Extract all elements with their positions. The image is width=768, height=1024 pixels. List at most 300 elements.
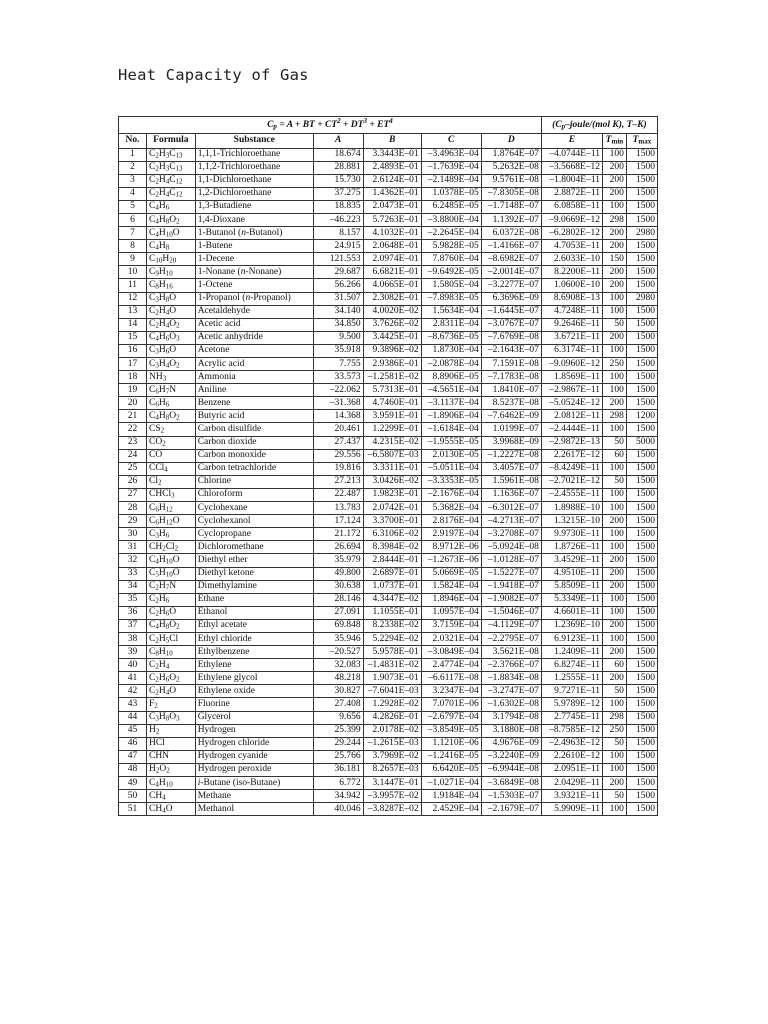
- cell-e: 6.3174E–11: [541, 344, 602, 357]
- cell-tmin: 100: [603, 344, 627, 357]
- cell-substance: 1-Propanol (n-Propanol): [195, 292, 313, 305]
- cell-substance: Hydrogen: [195, 724, 313, 737]
- cell-e: 1.2409E–11: [541, 646, 602, 659]
- cell-substance: Diethyl ether: [195, 554, 313, 567]
- table-row: [119, 397, 658, 410]
- cell-e: 9.2646E–11: [541, 318, 602, 331]
- col-header-tmax: $T_{max}$: [626, 134, 657, 149]
- cell-no: 28: [119, 502, 147, 515]
- cell-b: 1.9823E–01: [363, 488, 421, 501]
- cell-tmin: 200: [603, 331, 627, 344]
- cell-e: 1.2369E–10: [541, 619, 602, 632]
- cell-substance: 1,3-Butadiene: [195, 200, 313, 213]
- cell-b: 8.3984E–02: [363, 541, 421, 554]
- cell-b: 3.0426E–02: [363, 475, 421, 488]
- cell-b: 4.3447E–02: [363, 593, 421, 606]
- cell-tmax: 1500: [626, 659, 657, 672]
- cell-c: –2.0878E–04: [421, 358, 481, 371]
- cell-substance: Cyclohexane: [195, 502, 313, 515]
- cell-tmax: 1500: [626, 174, 657, 187]
- cell-tmin: 100: [603, 698, 627, 711]
- table-row: [119, 685, 658, 698]
- cell-substance: Butyric acid: [195, 410, 313, 423]
- cell-tmin: 60: [603, 659, 627, 672]
- cell-c: 8.8906E–05: [421, 371, 481, 384]
- cell-b: 3.1447E–01: [363, 777, 421, 790]
- cell-d: 7.1591E–08: [481, 358, 541, 371]
- cell-no: 32: [119, 554, 147, 567]
- cell-c: 5.9828E–05: [421, 240, 481, 253]
- cell-d: 8.5237E–08: [481, 397, 541, 410]
- cell-a: 34.942: [313, 790, 363, 803]
- cell-c: –4.5651E–04: [421, 384, 481, 397]
- cell-no: 40: [119, 659, 147, 672]
- cell-e: 5.8509E–11: [541, 580, 602, 593]
- cell-d: –3.2240E–09: [481, 750, 541, 763]
- cell-c: –6.6117E–08: [421, 672, 481, 685]
- cell-c: –3.4963E–04: [421, 148, 481, 161]
- cell-tmin: 200: [603, 619, 627, 632]
- cell-c: 1.0378E–05: [421, 187, 481, 200]
- cell-b: 2.9386E–01: [363, 358, 421, 371]
- cell-b: 1.0737E–01: [363, 580, 421, 593]
- cell-d: –2.2795E–07: [481, 632, 541, 645]
- cell-tmax: 1500: [626, 724, 657, 737]
- cell-formula: CHCl$_3$: [146, 488, 195, 501]
- table-row: [119, 488, 658, 501]
- cell-b: 2.6897E–01: [363, 567, 421, 580]
- cell-no: 41: [119, 672, 147, 685]
- cell-b: 4.7460E–01: [363, 397, 421, 410]
- cell-e: –5.0524E–12: [541, 397, 602, 410]
- cell-formula: $C_3H_4O_2$: [146, 358, 195, 371]
- cell-a: 9.656: [313, 711, 363, 724]
- page-title: Heat Capacity of Gas: [118, 66, 309, 84]
- cell-e: 6.9123E–11: [541, 632, 602, 645]
- cell-no: 50: [119, 790, 147, 803]
- cell-b: 3.3700E–01: [363, 515, 421, 528]
- cell-a: 24.915: [313, 240, 363, 253]
- table-row: [119, 672, 658, 685]
- cell-substance: Cyclopropane: [195, 528, 313, 541]
- cell-formula: $C_2H_4O$: [146, 685, 195, 698]
- cell-a: 7.755: [313, 358, 363, 371]
- cell-e: 9.7271E–11: [541, 685, 602, 698]
- cell-formula: $C_2H_4C_{12}$: [146, 174, 195, 187]
- cell-e: 2.6033E–10: [541, 253, 602, 266]
- cell-e: 4.9510E–11: [541, 567, 602, 580]
- cell-tmin: 60: [603, 449, 627, 462]
- cell-b: 5.7313E–01: [363, 384, 421, 397]
- cell-tmax: 1500: [626, 528, 657, 541]
- cell-tmin: 298: [603, 410, 627, 423]
- cell-b: 2.0648E–01: [363, 240, 421, 253]
- table-row: [119, 737, 658, 750]
- cell-substance: Fluorine: [195, 698, 313, 711]
- cell-e: 2.8872E–11: [541, 187, 602, 200]
- cell-e: 1.0600E–10: [541, 279, 602, 292]
- cell-substance: Cyclohexanol: [195, 515, 313, 528]
- cell-substance: Diethyl ketone: [195, 567, 313, 580]
- col-header-e: E: [541, 134, 602, 149]
- table-row: [119, 541, 658, 554]
- table-row: [119, 161, 658, 174]
- table-row: [119, 344, 658, 357]
- cell-tmax: 1500: [626, 462, 657, 475]
- cell-substance: Benzene: [195, 397, 313, 410]
- cell-b: 2.3082E–01: [363, 292, 421, 305]
- cell-no: 39: [119, 646, 147, 659]
- cell-no: 12: [119, 292, 147, 305]
- cell-c: 3.7159E–04: [421, 619, 481, 632]
- table-body: [119, 148, 658, 816]
- cell-formula: $C_6H_6$: [146, 397, 195, 410]
- heat-capacity-table: [118, 116, 658, 816]
- cell-formula: $NH_3$: [146, 371, 195, 384]
- cell-b: 1.1055E–01: [363, 606, 421, 619]
- cell-no: 26: [119, 475, 147, 488]
- cell-a: 6.772: [313, 777, 363, 790]
- equation-cell: $C_p = A$ + BT + $CT^2 + DT^3 + ET^4$: [119, 117, 542, 134]
- cell-a: 25.766: [313, 750, 363, 763]
- cell-a: 27.437: [313, 436, 363, 449]
- cell-b: 5.7263E–01: [363, 213, 421, 226]
- cell-b: 2.0473E–01: [363, 200, 421, 213]
- cell-tmax: 1500: [626, 593, 657, 606]
- table-row: [119, 580, 658, 593]
- cell-d: –2.3766E–07: [481, 659, 541, 672]
- cell-e: –1.8004E–11: [541, 174, 602, 187]
- cell-a: 9.500: [313, 331, 363, 344]
- cell-d: –1.6445E–07: [481, 305, 541, 318]
- cell-substance: Carbon tetrachloride: [195, 462, 313, 475]
- cell-tmax: 1200: [626, 410, 657, 423]
- cell-tmin: 200: [603, 266, 627, 279]
- cell-a: 8.157: [313, 227, 363, 240]
- cell-a: 29.244: [313, 737, 363, 750]
- cell-no: 21: [119, 410, 147, 423]
- cell-e: 1.8569E–11: [541, 371, 602, 384]
- cell-tmax: 1500: [626, 305, 657, 318]
- cell-tmax: 1500: [626, 554, 657, 567]
- cell-substance: Ethylbenzene: [195, 646, 313, 659]
- cell-tmin: 100: [603, 292, 627, 305]
- cell-formula: CCl$_4$: [146, 462, 195, 475]
- cell-tmax: 1500: [626, 567, 657, 580]
- cell-no: 29: [119, 515, 147, 528]
- col-header-tmin: $T_{min}$: [603, 134, 627, 149]
- cell-formula: $C_6H_{12}O$: [146, 515, 195, 528]
- cell-b: –1.4831E–02: [363, 659, 421, 672]
- cell-formula: CO: [146, 449, 195, 462]
- cell-no: 19: [119, 384, 147, 397]
- equation-header-row: [119, 117, 658, 134]
- cell-substance: Acetone: [195, 344, 313, 357]
- cell-tmax: 1500: [626, 541, 657, 554]
- col-header-c: C: [421, 134, 481, 149]
- cell-substance: Ethane: [195, 593, 313, 606]
- cell-a: 69.848: [313, 619, 363, 632]
- cell-tmax: 1500: [626, 737, 657, 750]
- table-row: [119, 358, 658, 371]
- cell-no: 2: [119, 161, 147, 174]
- cell-c: 1.1210E–06: [421, 737, 481, 750]
- cell-d: –1.4166E–07: [481, 240, 541, 253]
- table-row: [119, 187, 658, 200]
- cell-substance: Ethanol: [195, 606, 313, 619]
- cell-tmax: 1500: [626, 515, 657, 528]
- cell-a: 34.140: [313, 305, 363, 318]
- cell-no: 36: [119, 606, 147, 619]
- cell-tmin: 200: [603, 227, 627, 240]
- cell-a: 15.730: [313, 174, 363, 187]
- cell-d: 9.5761E–08: [481, 174, 541, 187]
- col-header-no: No.: [119, 134, 147, 149]
- cell-b: 2.0178E–02: [363, 724, 421, 737]
- cell-d: –1.6302E–08: [481, 698, 541, 711]
- cell-no: 48: [119, 763, 147, 776]
- cell-formula: $H_2O_2$: [146, 763, 195, 776]
- cell-a: 25.399: [313, 724, 363, 737]
- cell-tmax: 1500: [626, 488, 657, 501]
- cell-no: 46: [119, 737, 147, 750]
- cell-c: 2.8176E–04: [421, 515, 481, 528]
- cell-substance: 1-Decene: [195, 253, 313, 266]
- cell-formula: $C_5H_{10}O$: [146, 567, 195, 580]
- cell-c: 7.0701E–06: [421, 698, 481, 711]
- cell-substance: Chlorine: [195, 475, 313, 488]
- cell-a: 30.827: [313, 685, 363, 698]
- cell-d: 3.9968E–09: [481, 436, 541, 449]
- cell-d: 3.1880E–08: [481, 724, 541, 737]
- cell-substance: Methanol: [195, 803, 313, 816]
- cell-c: –1.0271E–04: [421, 777, 481, 790]
- cell-formula: $C_4H_6$: [146, 200, 195, 213]
- cell-c: –2.1676E–04: [421, 488, 481, 501]
- cell-d: –1.5046E–07: [481, 606, 541, 619]
- cell-tmax: 1500: [626, 790, 657, 803]
- table-row: [119, 528, 658, 541]
- cell-no: 34: [119, 580, 147, 593]
- cell-c: –1.2673E–06: [421, 554, 481, 567]
- cell-tmax: 1500: [626, 253, 657, 266]
- cell-d: –7.6769E–08: [481, 331, 541, 344]
- cell-c: –1.2416E–05: [421, 750, 481, 763]
- cell-e: 3.6721E–11: [541, 331, 602, 344]
- cell-tmax: 1500: [626, 331, 657, 344]
- cell-no: 35: [119, 593, 147, 606]
- table-row: [119, 318, 658, 331]
- cell-formula: $C_2H_6O_2$: [146, 672, 195, 685]
- cell-tmax: 1500: [626, 358, 657, 371]
- cell-tmax: 1500: [626, 423, 657, 436]
- cell-tmin: 200: [603, 567, 627, 580]
- cell-formula: $C_3H_6$: [146, 528, 195, 541]
- cell-b: 1.2928E–02: [363, 698, 421, 711]
- cell-c: 2.8311E–04: [421, 318, 481, 331]
- table-row: [119, 515, 658, 528]
- table-row: [119, 292, 658, 305]
- cell-e: –8.4249E–11: [541, 462, 602, 475]
- cell-formula: $CO_2$: [146, 436, 195, 449]
- cell-a: 35.979: [313, 554, 363, 567]
- cell-substance: Acetaldehyde: [195, 305, 313, 318]
- cell-substance: Carbon dioxide: [195, 436, 313, 449]
- cell-tmin: 100: [603, 462, 627, 475]
- cell-d: –7.6462E–09: [481, 410, 541, 423]
- cell-no: 25: [119, 462, 147, 475]
- cell-a: –20.527: [313, 646, 363, 659]
- table-row: [119, 619, 658, 632]
- cell-no: 17: [119, 358, 147, 371]
- cell-b: 2.0742E–01: [363, 502, 421, 515]
- cell-d: –4.2713E–07: [481, 515, 541, 528]
- cell-d: –3.2277E–07: [481, 279, 541, 292]
- cell-c: 6.2485E–05: [421, 200, 481, 213]
- cell-a: –31.368: [313, 397, 363, 410]
- cell-formula: $CH_4$: [146, 790, 195, 803]
- cell-tmax: 1500: [626, 750, 657, 763]
- cell-b: 1.4362E–01: [363, 187, 421, 200]
- cell-tmax: 1500: [626, 685, 657, 698]
- cell-tmin: 200: [603, 777, 627, 790]
- cell-b: –1.2581E–02: [363, 371, 421, 384]
- cell-a: 21.172: [313, 528, 363, 541]
- table-row: [119, 371, 658, 384]
- cell-e: –2.4444E–11: [541, 423, 602, 436]
- cell-c: –5.0511E–04: [421, 462, 481, 475]
- cell-substance: 1-Octene: [195, 279, 313, 292]
- cell-tmax: 1500: [626, 161, 657, 174]
- cell-d: –3.6849E–08: [481, 777, 541, 790]
- cell-b: 2.0974E–01: [363, 253, 421, 266]
- cell-e: 2.7745E–11: [541, 711, 602, 724]
- column-header-row: [119, 134, 658, 149]
- cell-substance: Dichloromethane: [195, 541, 313, 554]
- cell-tmax: 1500: [626, 148, 657, 161]
- cell-d: –4.1129E–07: [481, 619, 541, 632]
- cell-substance: Ethyl acetate: [195, 619, 313, 632]
- cell-no: 27: [119, 488, 147, 501]
- cell-c: 5.3682E–04: [421, 502, 481, 515]
- cell-formula: $C_8H_{10}$: [146, 646, 195, 659]
- cell-formula: $C_{10}H_{20}$: [146, 253, 195, 266]
- cell-d: –5.0924E–08: [481, 541, 541, 554]
- cell-no: 42: [119, 685, 147, 698]
- cell-c: 7.8760E–04: [421, 253, 481, 266]
- cell-tmin: 200: [603, 187, 627, 200]
- cell-d: –2.0014E–07: [481, 266, 541, 279]
- cell-a: 35.946: [313, 632, 363, 645]
- cell-tmin: 100: [603, 502, 627, 515]
- cell-tmin: 100: [603, 593, 627, 606]
- cell-a: 18.835: [313, 200, 363, 213]
- cell-b: 3.3443E–01: [363, 148, 421, 161]
- cell-e: 5.9789E–12: [541, 698, 602, 711]
- cell-e: –9.0960E–12: [541, 358, 602, 371]
- cell-a: 37.275: [313, 187, 363, 200]
- cell-tmax: 1500: [626, 711, 657, 724]
- cell-c: –1.9555E–05: [421, 436, 481, 449]
- cell-formula: $C_4H_8O_2$: [146, 213, 195, 226]
- cell-substance: Hydrogen chloride: [195, 737, 313, 750]
- cell-a: 20.461: [313, 423, 363, 436]
- cell-no: 49: [119, 777, 147, 790]
- table-row: [119, 227, 658, 240]
- cell-tmin: 100: [603, 606, 627, 619]
- cell-formula: $C_3H_8O_3$: [146, 711, 195, 724]
- cell-formula: $CH_2Cl_2$: [146, 541, 195, 554]
- cell-substance: Chloroform: [195, 488, 313, 501]
- cell-tmin: 50: [603, 737, 627, 750]
- cell-formula: $H_2$: [146, 724, 195, 737]
- cell-e: –6.2802E–12: [541, 227, 602, 240]
- cell-e: 1.8988E–10: [541, 502, 602, 515]
- cell-a: 56.266: [313, 279, 363, 292]
- cell-d: –3.2747E–07: [481, 685, 541, 698]
- cell-a: 28.146: [313, 593, 363, 606]
- cell-formula: $F_2$: [146, 698, 195, 711]
- cell-a: 31.507: [313, 292, 363, 305]
- cell-tmax: 1500: [626, 777, 657, 790]
- cell-d: 1.1636E–07: [481, 488, 541, 501]
- cell-c: 6.6420E–05: [421, 763, 481, 776]
- cell-c: –7.8983E–05: [421, 292, 481, 305]
- cell-substance: 1-Butanol (n-Butanol): [195, 227, 313, 240]
- cell-substance: i-Butane (iso-Butane): [195, 777, 313, 790]
- cell-c: –3.0849E–04: [421, 646, 481, 659]
- col-header-a: A: [313, 134, 363, 149]
- cell-no: 23: [119, 436, 147, 449]
- cell-no: 22: [119, 423, 147, 436]
- table-row: [119, 331, 658, 344]
- cell-b: 3.7969E–02: [363, 750, 421, 763]
- cell-e: 5.3349E–11: [541, 593, 602, 606]
- cell-b: 8.2338E–02: [363, 619, 421, 632]
- table-row: [119, 803, 658, 816]
- cell-b: –3.9957E–02: [363, 790, 421, 803]
- cell-b: 4.2826E–01: [363, 711, 421, 724]
- cell-c: 8.9712E–06: [421, 541, 481, 554]
- cell-substance: Glycerol: [195, 711, 313, 724]
- cell-e: 2.2617E–12: [541, 449, 602, 462]
- cell-a: 18.674: [313, 148, 363, 161]
- cell-substance: Hydrogen peroxide: [195, 763, 313, 776]
- table-row: [119, 763, 658, 776]
- cell-formula: $C_2H_4O_2$: [146, 318, 195, 331]
- table-row: [119, 462, 658, 475]
- table-row: [119, 567, 658, 580]
- cell-substance: Hydrogen cyanide: [195, 750, 313, 763]
- cell-c: –2.2645E–04: [421, 227, 481, 240]
- cell-d: –3.2708E–07: [481, 528, 541, 541]
- cell-c: –3.8800E–04: [421, 213, 481, 226]
- table-row: [119, 646, 658, 659]
- cell-c: 5.0669E–05: [421, 567, 481, 580]
- cell-d: –2.1643E–07: [481, 344, 541, 357]
- cell-a: 34.850: [313, 318, 363, 331]
- cell-tmin: 100: [603, 750, 627, 763]
- cell-d: –1.8834E–08: [481, 672, 541, 685]
- cell-tmax: 1500: [626, 384, 657, 397]
- cell-e: 2.2610E–12: [541, 750, 602, 763]
- cell-no: 45: [119, 724, 147, 737]
- table-row: [119, 554, 658, 567]
- cell-substance: Acetic acid: [195, 318, 313, 331]
- cell-c: 1.5824E–04: [421, 580, 481, 593]
- cell-d: –1.0128E–07: [481, 554, 541, 567]
- cell-d: 1.1392E–07: [481, 213, 541, 226]
